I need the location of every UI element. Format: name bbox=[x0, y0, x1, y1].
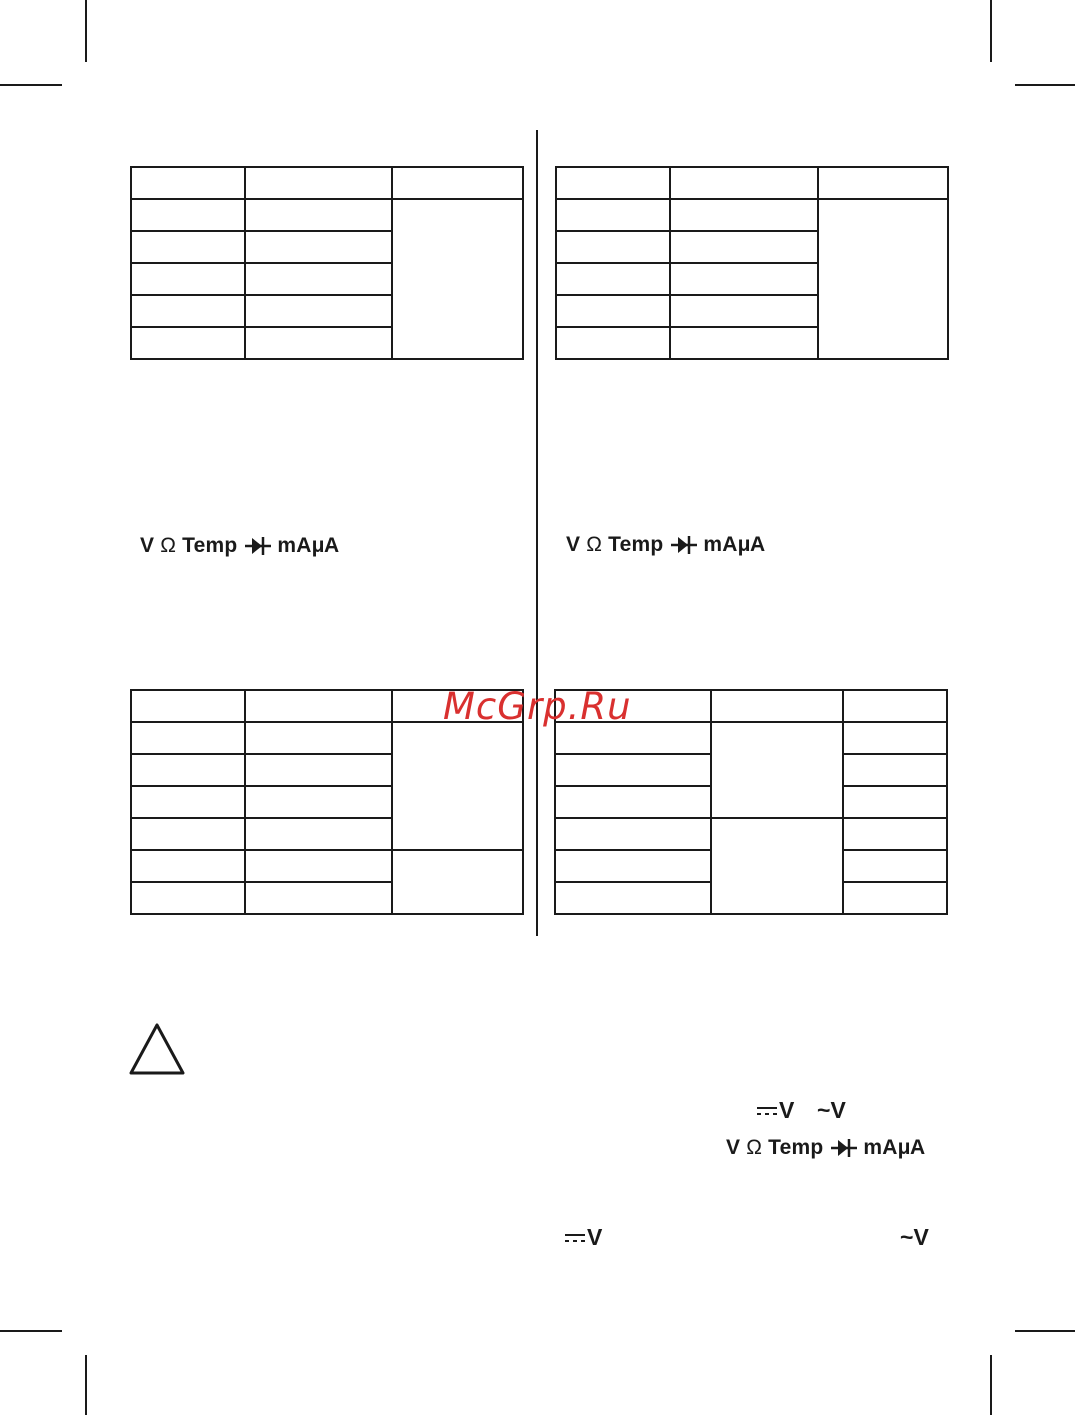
ac-voltage-unit: V bbox=[913, 1224, 929, 1250]
spec-table-top-left bbox=[130, 166, 524, 360]
dc-voltage-unit: V bbox=[587, 1224, 603, 1250]
ac-voltage-label-upper bbox=[817, 1097, 846, 1124]
function-symbols-left bbox=[140, 534, 339, 558]
volt-symbol: V bbox=[726, 1136, 741, 1159]
ac-voltage-unit: V bbox=[830, 1097, 846, 1123]
volt-symbol: V bbox=[566, 533, 581, 556]
ac-symbol: ~ bbox=[900, 1224, 914, 1250]
crop-mark-bl-h bbox=[0, 1330, 62, 1332]
milliamp-symbol: mA bbox=[863, 1136, 898, 1159]
volt-symbol: V bbox=[140, 534, 155, 557]
temp-symbol: Temp bbox=[608, 533, 664, 556]
function-symbols-bottom bbox=[726, 1136, 925, 1160]
microamp-symbol: μA bbox=[737, 533, 765, 556]
dc-symbol-icon bbox=[757, 1104, 777, 1118]
diode-icon bbox=[831, 1138, 857, 1158]
crop-mark-bl-v bbox=[85, 1355, 87, 1415]
ohm-symbol: Ω bbox=[746, 1136, 763, 1159]
crop-mark-tr-v bbox=[990, 0, 992, 62]
ohm-symbol: Ω bbox=[586, 533, 603, 556]
milliamp-symbol: mA bbox=[703, 533, 738, 556]
dc-voltage-label-upper bbox=[757, 1097, 794, 1124]
diode-icon bbox=[245, 536, 271, 556]
crop-mark-br-v bbox=[990, 1355, 992, 1415]
milliamp-symbol: mA bbox=[277, 534, 312, 557]
dc-voltage-label-lower bbox=[565, 1224, 602, 1251]
temp-symbol: Temp bbox=[182, 534, 238, 557]
ohm-symbol: Ω bbox=[160, 534, 177, 557]
spec-table-top-right bbox=[555, 166, 949, 360]
temp-symbol: Temp bbox=[768, 1136, 824, 1159]
ac-symbol: ~ bbox=[817, 1097, 831, 1123]
crop-mark-tr-h bbox=[1015, 84, 1075, 86]
crop-mark-br-h bbox=[1015, 1330, 1075, 1332]
ac-voltage-label-lower bbox=[900, 1224, 929, 1251]
dc-voltage-unit: V bbox=[779, 1097, 795, 1123]
microamp-symbol: μA bbox=[897, 1136, 925, 1159]
dc-symbol-icon bbox=[565, 1231, 585, 1245]
watermark: McGrp.Ru bbox=[443, 685, 632, 728]
crop-mark-tl-v bbox=[85, 0, 87, 62]
microamp-symbol: μA bbox=[311, 534, 339, 557]
function-symbols-right bbox=[566, 533, 765, 557]
column-divider bbox=[536, 130, 538, 936]
warning-triangle-icon bbox=[128, 1022, 186, 1076]
diode-icon bbox=[671, 535, 697, 555]
crop-mark-tl-h bbox=[0, 84, 62, 86]
